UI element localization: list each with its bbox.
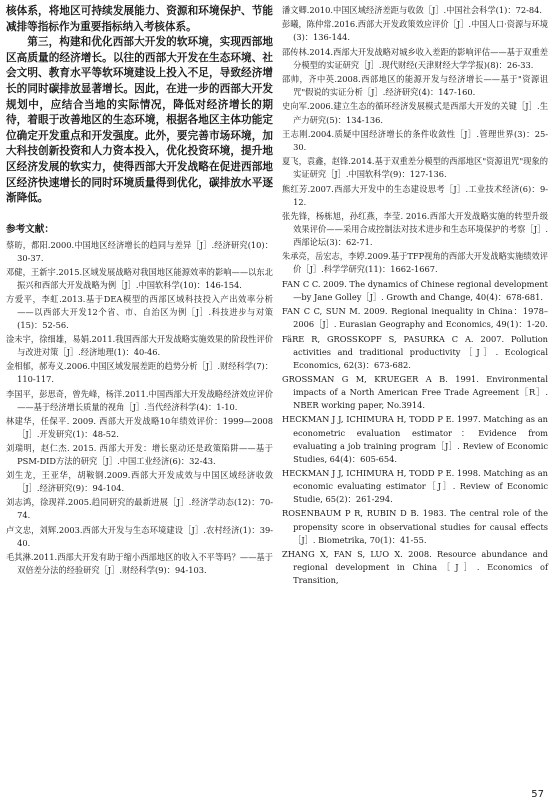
right-column [282, 4, 548, 588]
reference-item: 蔡昉，都阳.2000.中国地区经济增长的趋同与差异［J］.经济研究(10)：30-37. [6, 239, 273, 263]
references-heading: 参考文献： [6, 223, 54, 235]
reference-item: 刘生龙，王亚华，胡鞍钢.2009.西部大开发成效与中国区域经济收敛［J］.经济研究(9)：94-104. [6, 470, 273, 494]
reference-item: HECKMAN J J, ICHIMURA H, TODD P E. 1997. Matching as an econometric evaluation estimator：Evidence from evaluating a job training program［J］. Review of Economic Studies, 64(4)：605-654. [282, 414, 548, 464]
reference-item: 邓健，王新宇.2015.区域发展战略对我国地区能源效率的影响——以东北振兴和西部大开发战略为例［J］.中国软科学(10)：146-154. [6, 266, 273, 290]
reference-item: 刘志鸿，徐现祥.2005.趋同研究的最新进展［J］.经济学动态(12)：70-74. [6, 497, 273, 521]
reference-item: FAN C C. 2009. The dynamics of Chinese regional development—by Jane Golley［J］. Growth and Change, 40(4)：678-681. [282, 278, 548, 302]
reference-list-right [282, 4, 548, 587]
left-column [6, 4, 273, 578]
reference-item: FAN C C, SUN M. 2009. Regional inequality in China：1978–2006［J］. Eurasian Geography and Economics, 49(1)：1-20. [282, 306, 548, 330]
reference-item: 淦未宇，徐细雄，易娟.2011.我国西部大开发战略实施效果的阶段性评价与改进对策［J］.经济地理(1)：40-46. [6, 334, 273, 358]
reference-item: 朱承亮，岳宏志，李婷.2009.基于TFP视角的西部大开发战略实施绩效评价［J］.科学学研究(11)：1662-1667. [282, 251, 548, 275]
reference-item: 张先锋，杨栋旭，孙红燕，李莹. 2016.西部大开发战略实施的转型升级效果评价——采用合成控制法对技术进步和生态环境保护的考察［J］.西部论坛(3)：62-71. [282, 210, 548, 248]
reference-item: 刘瑞明，赵仁杰. 2015. 西部大开发：增长驱动还是政策陷阱——基于PSM-DID方法的研究［J］.中国工业经济(6)：32-43. [6, 443, 273, 467]
reference-item: 史向军.2006.建立生态的循环经济发展模式是西部大开发的关键［J］.生产力研究(5)：134-136. [282, 101, 548, 125]
reference-item: 方爱平，李虹.2013.基于DEA模型的西部区域科技投入产出效率分析——以西部大开发12个省、市、自治区为例［J］.科技进步与对策(15)：52-56. [6, 294, 273, 331]
reference-item: 毛其淋.2011.西部大开发有助于缩小西部地区的收入不平等吗？——基于双倍差分法的经验研究［J］.财经科学(9)：94-103. [6, 551, 273, 575]
reference-item: ZHANG X, FAN S, LUO X. 2008. Resource abundance and regional development in China［J］. Economics of Transition, [282, 548, 548, 586]
reference-item: 金相郁，郝寿义.2006.中国区域发展差距的趋势分析［J］.财经科学(7)：110-117. [6, 361, 273, 385]
body-paragraph-1: 核体系，将地区可持续发展能力、资源和环境保护、节能减排等指标作为重要指标纳入考核体系。 [6, 5, 273, 33]
reference-item: ROSENBAUM P R, RUBIN D B. 1983. The central role of the propensity score in observational studies for causal effects［J］. Biometrika, 70(1)：41-55. [282, 508, 548, 545]
reference-item: GROSSMAN G M, KRUEGER A B. 1991. Environmental impacts of a North American Free Trade Agreement［R］. NBER working paper, No.3914. [282, 373, 548, 411]
reference-item: 潘文卿.2010.中国区域经济差距与收敛［J］.中国社会科学(1)：72-84. [282, 5, 543, 15]
reference-item: 王志刚.2004.质疑中国经济增长的条件收敛性［J］.管理世界(3)：25-30. [282, 128, 548, 152]
reference-item: 林建华，任保平. 2009. 西部大开发战略10年绩效评价：1999—2008［J］.开发研究(1)：48-52. [6, 415, 273, 439]
reference-list-left [6, 239, 273, 577]
reference-item: 卢文忠，刘辉.2003.西部大开发与生态环境建设［J］.农村经济(1)：39-40. [6, 524, 273, 548]
reference-item: FäRE R, GROSSKOPF S, PASURKA C A. 2007. Pollution activities and traditional productivity［J］. Ecological Economics, 62(3)：673-682. [282, 333, 548, 370]
page-number: 57 [531, 789, 544, 800]
reference-item: 彭曦，陈仲常.2016.西部大开发政策效应评价［J］.中国人口·资源与环境(3)：136-144. [282, 19, 548, 43]
reference-item: 夏飞，袁鑫，赵锋.2014.基于双重差分模型的西部地区"资源诅咒"现象的实证研究［J］.中国软科学(9)：127-136. [282, 156, 548, 180]
reference-item: 熊红芳.2007.西部大开发中的生态建设思考［J］.工业技术经济(6)：9-12. [282, 183, 548, 207]
reference-item: 邵传林.2014.西部大开发战略对城乡收入差距的影响评估——基于双重差分模型的实证研究［J］.现代财经(天津财经大学学报)(8)：26-33. [282, 46, 548, 70]
reference-item: 李国平，彭思奇，曾先峰，杨洋.2011.中国西部大开发战略经济效应评价——基于经济增长质量的视角［J］.当代经济科学(4)：1-10. [6, 388, 273, 412]
reference-item: 邵帅，齐中英.2008.西部地区的能源开发与经济增长——基于"资源诅咒"假说的实证分析［J］.经济研究(4)：147-160. [282, 74, 548, 98]
reference-item: HECKMAN J J, ICHIMURA H, TODD P E. 1998. Matching as an economic evaluating estimator［J］. Review of Economic Studie, 65(2)：261-294. [282, 468, 548, 505]
body-paragraph-2: 第三，构建和优化西部大开发的软环境，实现西部地区高质量的经济增长。以往的西部大开发在生态环境、社会文明、教育水平等软环境建设上投入不足，导致经济增长的同时碳排放显著增长。因此，在进一步的西部大开发规划中，应结合当地的实际情况，降低对经济增长的期待，着眼于改善地区的生态环境，根据各地区主体功能定位确定开发重点和开发强度。此外，要完善市场环境，加大科技创新投资和人力资本投入，优化投资环境，提升地区经济发展的软实力，使得西部大开发战略在促进西部地区经济快速增长的同时环境质量得到优化，碳排放水平逐渐降低。 [6, 36, 273, 205]
